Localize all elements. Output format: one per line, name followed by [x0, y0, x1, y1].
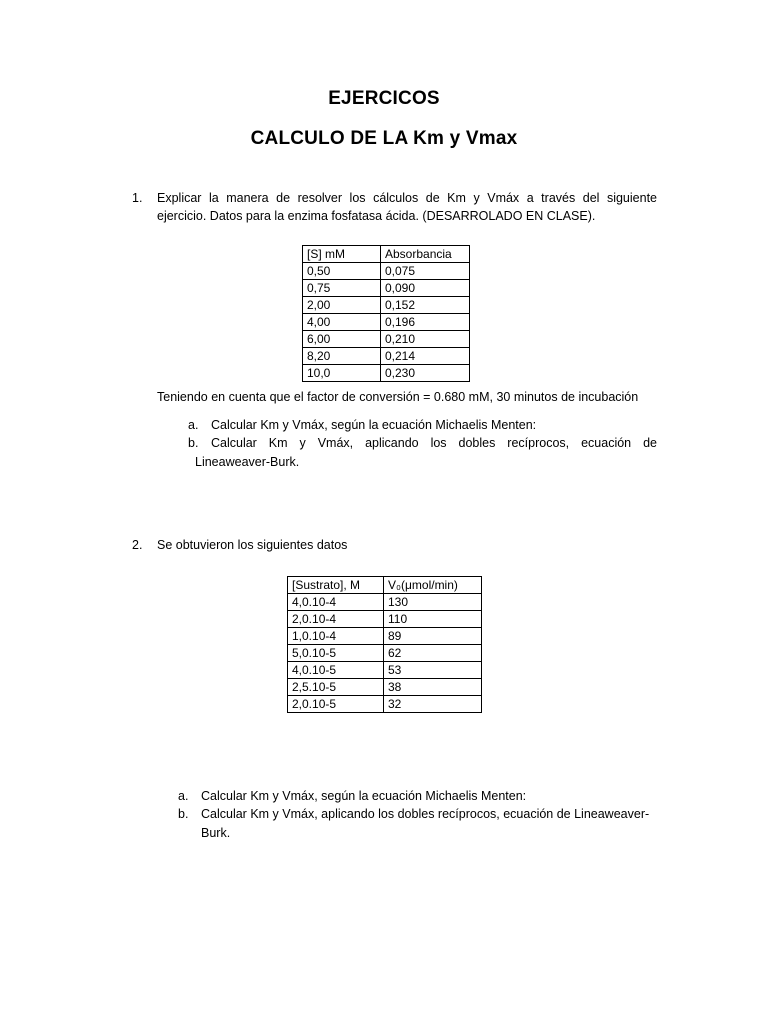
subitem-text: Calcular Km y Vmáx, según la ecuación Michaelis Menten:: [211, 418, 537, 432]
subitem-letter: a.: [178, 789, 189, 803]
table-header-cell: Absorbancia: [381, 246, 470, 263]
table-cell: 2,0.10-4: [288, 611, 384, 628]
table-row: [288, 662, 482, 679]
table-cell: 0,50: [303, 263, 381, 280]
table-row: [288, 594, 482, 611]
table-cell: 0,090: [381, 280, 470, 297]
table-cell: 0,214: [381, 348, 470, 365]
subitem-text-line2: Burk.: [201, 826, 231, 840]
subitem-letter: b.: [188, 436, 199, 450]
table-cell: 0,075: [381, 263, 470, 280]
table-cell: 110: [384, 611, 482, 628]
table-cell: 32: [384, 696, 482, 713]
substrate-velocity-table: [287, 576, 482, 713]
table-cell: 8,20: [303, 348, 381, 365]
table-header-cell: V₀(μmol/min): [384, 577, 482, 594]
table-cell: 4,00: [303, 314, 381, 331]
exercise-2-text: Se obtuvieron los siguientes datos: [157, 538, 348, 552]
table-row: [288, 645, 482, 662]
exercise-1-text-line2: ejercicio. Datos para la enzima fosfatasa ácida. (DESARROLADO EN CLASE).: [157, 209, 596, 223]
table-cell: 4,0.10-4: [288, 594, 384, 611]
table-cell: 6,00: [303, 331, 381, 348]
table-row: [288, 628, 482, 645]
table-row: [303, 263, 470, 280]
subitem-letter: a.: [188, 418, 199, 432]
subitem-text-line1: Calcular Km y Vmáx, aplicando los dobles recíprocos, ecuación de: [211, 436, 657, 450]
table-cell: 53: [384, 662, 482, 679]
page-title: EJERCICOS: [328, 88, 440, 109]
table-cell: 89: [384, 628, 482, 645]
table-cell: 10,0: [303, 365, 381, 382]
exercise-1-number: 1.: [132, 191, 143, 205]
subitem-letter: b.: [178, 807, 189, 821]
subitem-text: Calcular Km y Vmáx, según la ecuación Michaelis Menten:: [201, 789, 527, 803]
table-row: [288, 611, 482, 628]
table-cell: 0,210: [381, 331, 470, 348]
table-row: [303, 331, 470, 348]
table-cell: 0,230: [381, 365, 470, 382]
exercise-2-number: 2.: [132, 538, 143, 552]
table-row: [303, 314, 470, 331]
table-row: [288, 696, 482, 713]
table-cell: 5,0.10-5: [288, 645, 384, 662]
table-cell: 0,152: [381, 297, 470, 314]
exercise-1-text-line1: Explicar la manera de resolver los cálculos de Km y Vmáx a través del siguiente: [157, 191, 657, 205]
subitem-text-line2: Lineaweaver-Burk.: [195, 455, 300, 469]
table-cell: 130: [384, 594, 482, 611]
table-cell: 2,0.10-5: [288, 696, 384, 713]
conversion-factor-note: Teniendo en cuenta que el factor de conversión = 0.680 mM, 30 minutos de incubación: [157, 390, 639, 404]
table-cell: 2,00: [303, 297, 381, 314]
table-cell: 38: [384, 679, 482, 696]
table-header-row: [303, 246, 470, 263]
table-header-cell: [S] mM: [303, 246, 381, 263]
table-cell: 4,0.10-5: [288, 662, 384, 679]
table-row: [303, 365, 470, 382]
table-row: [303, 297, 470, 314]
table-row: [303, 348, 470, 365]
table-cell: 1,0.10-4: [288, 628, 384, 645]
table-cell: 62: [384, 645, 482, 662]
table-row: [303, 280, 470, 297]
page-subtitle: CALCULO DE LA Km y Vmax: [250, 128, 518, 149]
table-header-cell: [Sustrato], M: [288, 577, 384, 594]
table-row: [288, 679, 482, 696]
table-cell: 2,5.10-5: [288, 679, 384, 696]
subitem-text-line1: Calcular Km y Vmáx, aplicando los dobles recíprocos, ecuación de Lineaweaver-: [201, 807, 650, 821]
table-cell: 0,75: [303, 280, 381, 297]
substrate-absorbance-table: [302, 245, 470, 382]
table-header-row: [288, 577, 482, 594]
table-cell: 0,196: [381, 314, 470, 331]
